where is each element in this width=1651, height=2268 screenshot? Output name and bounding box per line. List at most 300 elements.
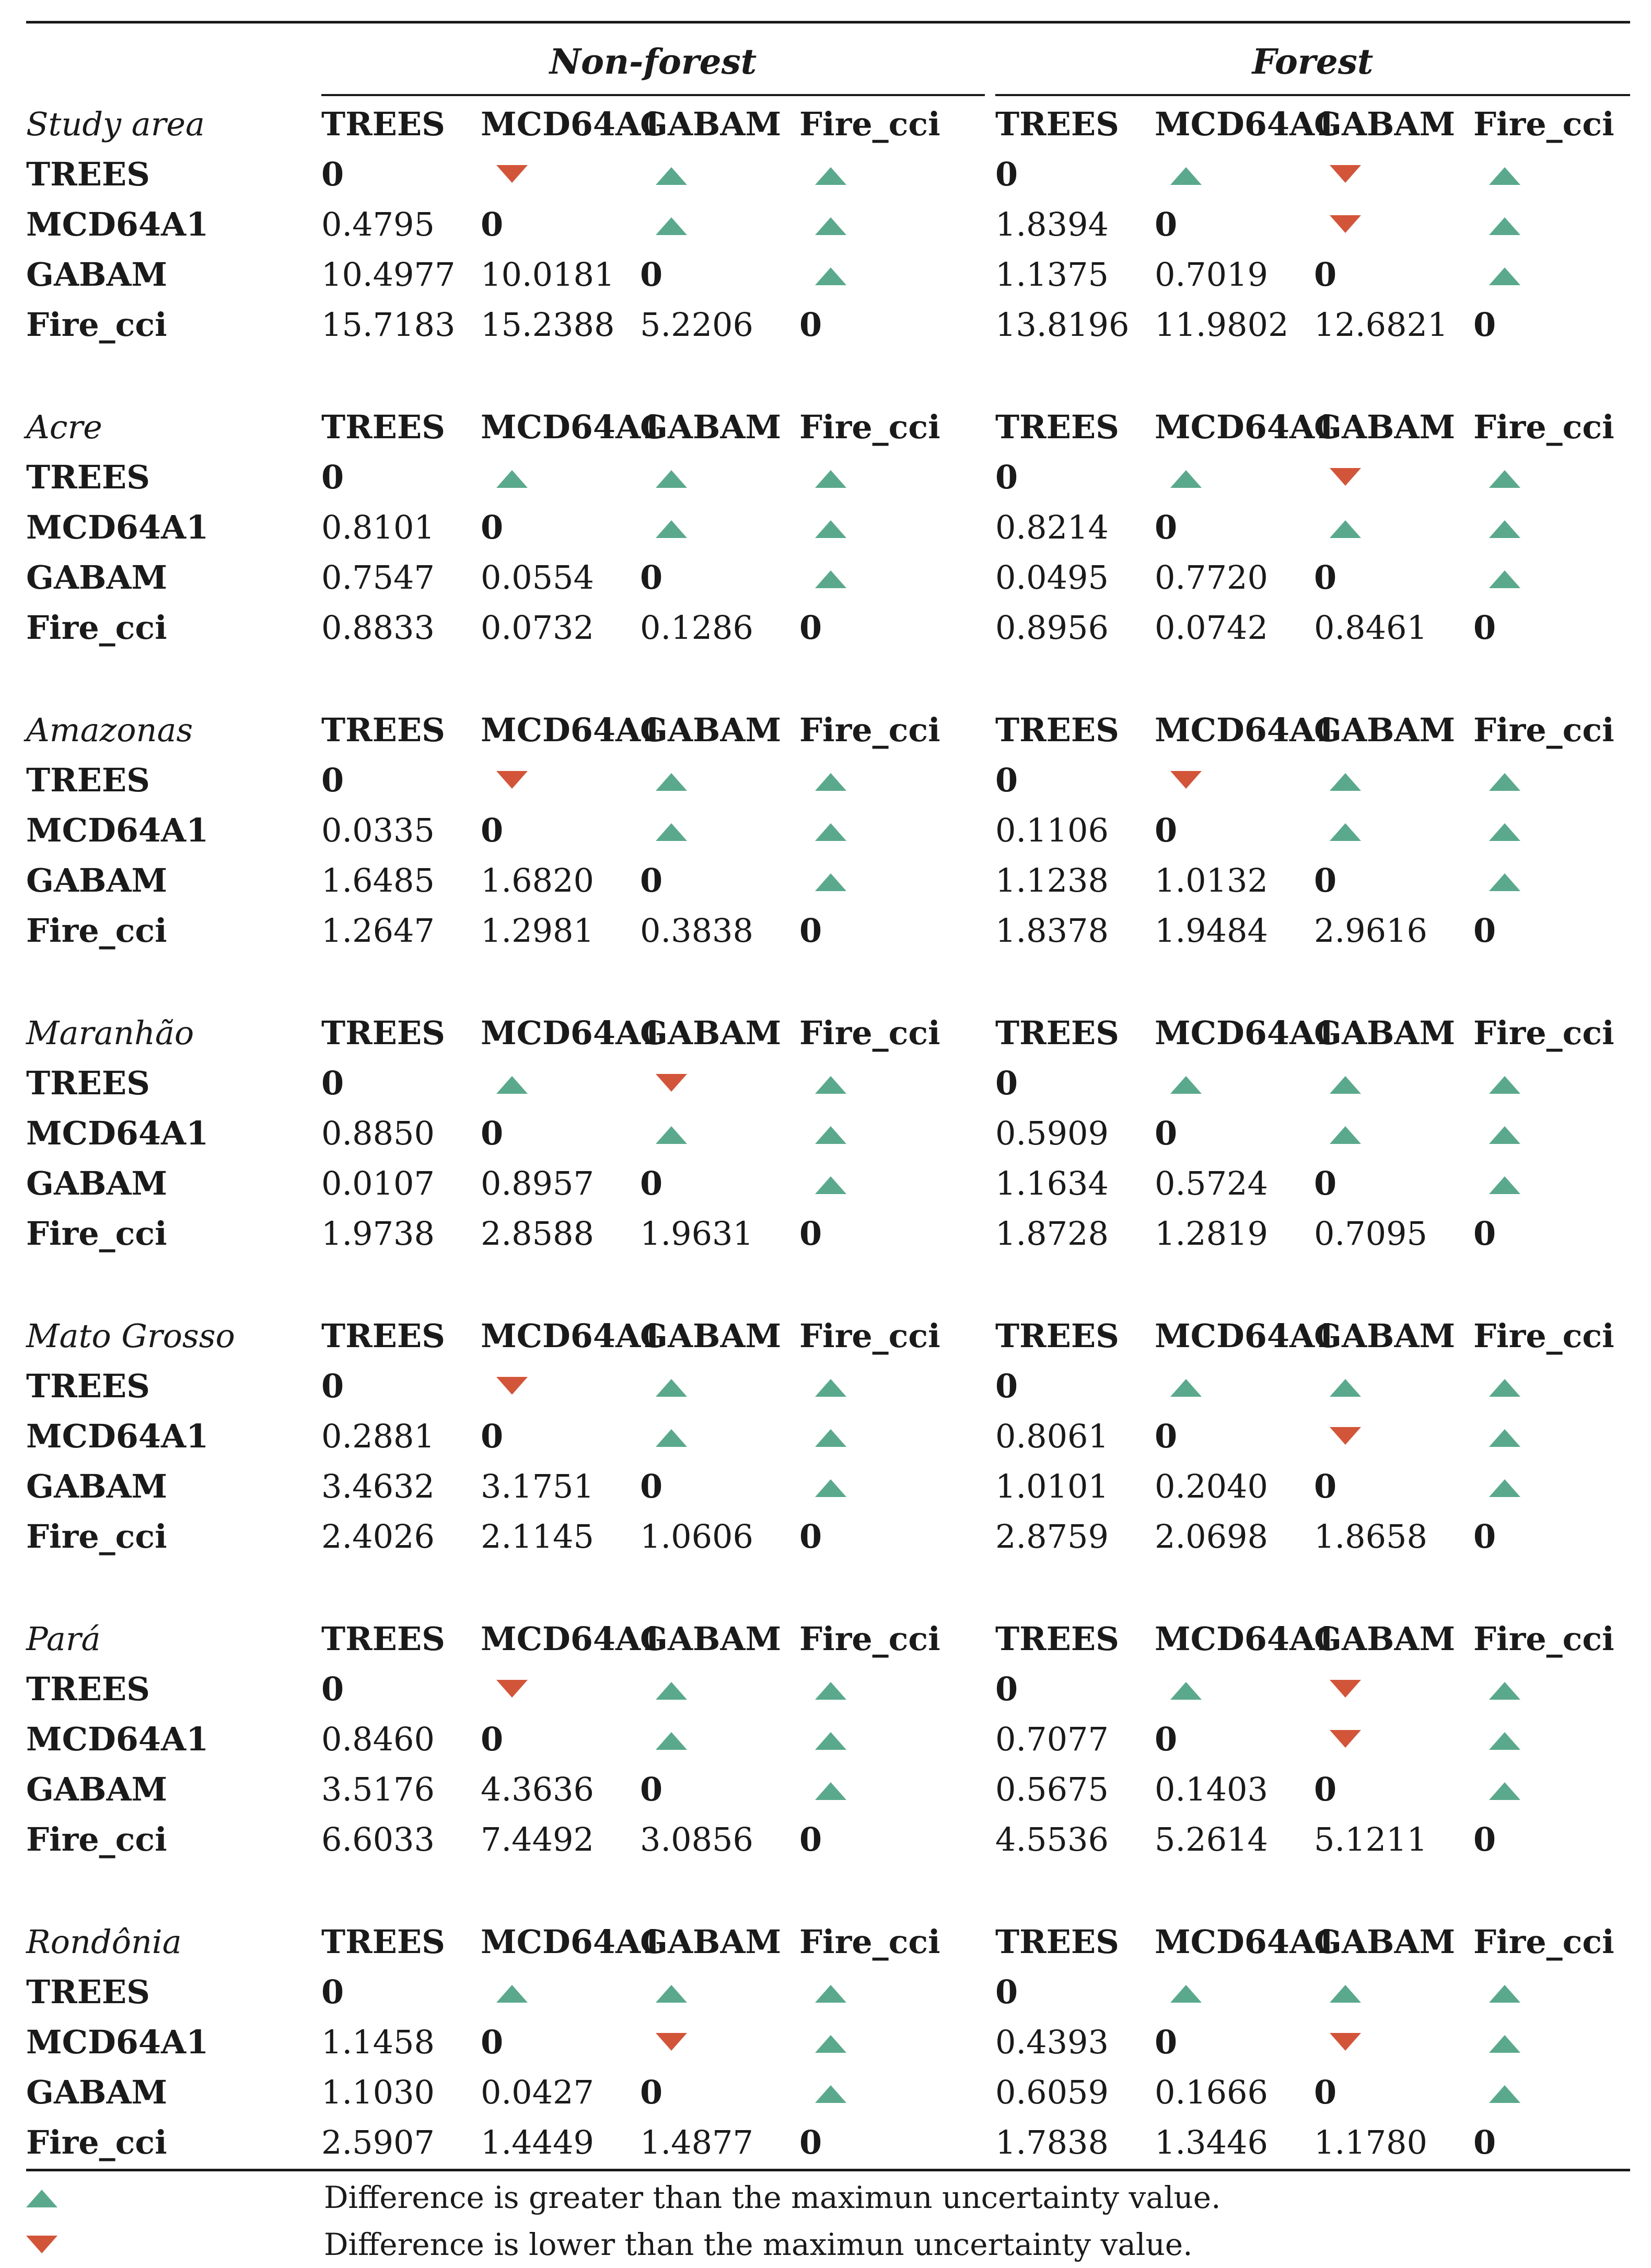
triangle-up-icon (656, 520, 687, 538)
triangle-up-icon (815, 1732, 846, 1750)
triangle-up-icon (815, 1429, 846, 1447)
value-cell: 1.1238 (995, 861, 1109, 899)
group-title-forest: Forest (1252, 41, 1374, 82)
legend-text-lower: Difference is lower than the maximun uncertainty value. (324, 2227, 1193, 2262)
diagonal-zero: 0 (640, 1164, 663, 1202)
row-label: TREES (26, 458, 150, 496)
triangle-up-icon (496, 470, 528, 488)
column-header: Fire_cci (799, 1317, 940, 1355)
triangle-up-icon (815, 1479, 846, 1497)
triangle-up-icon (1330, 1379, 1361, 1397)
row-label: MCD64A1 (26, 1720, 209, 1758)
column-header: MCD64A1 (481, 105, 664, 143)
table-row (26, 1108, 1630, 1159)
table-row (26, 755, 1630, 805)
diagonal-zero: 0 (799, 1517, 822, 1556)
row-label: TREES (26, 1973, 150, 2011)
diagonal-zero: 0 (799, 2123, 822, 2161)
triangle-up-icon (1170, 167, 1202, 185)
value-cell: 1.1458 (321, 2023, 435, 2061)
column-header: MCD64A1 (481, 711, 664, 749)
diagonal-zero: 0 (1155, 508, 1178, 546)
diagonal-zero: 0 (640, 255, 663, 294)
diagonal-zero: 0 (1314, 861, 1337, 899)
diagonal-zero: 0 (321, 1064, 344, 1102)
triangle-up-icon (815, 1985, 846, 2003)
triangle-up-icon (26, 2190, 57, 2207)
value-cell: 1.0606 (640, 1517, 753, 1556)
triangle-up-icon (815, 1379, 846, 1397)
row-label: Fire_cci (26, 1517, 167, 1556)
value-cell: 1.2819 (1155, 1214, 1268, 1253)
value-cell: 1.8378 (995, 911, 1109, 950)
table-row (26, 149, 1630, 200)
table-row (26, 1058, 1630, 1108)
column-header: TREES (995, 105, 1119, 143)
diagonal-zero: 0 (481, 1114, 504, 1152)
value-cell: 0.8460 (321, 1720, 435, 1758)
value-cell: 0.1286 (640, 609, 753, 647)
column-header: MCD64A1 (481, 1923, 664, 1961)
triangle-down-icon (496, 1377, 528, 1395)
diagonal-zero: 0 (321, 1973, 344, 2011)
column-header: Fire_cci (799, 105, 940, 143)
value-cell: 0.0732 (481, 609, 594, 647)
row-label: GABAM (26, 1164, 168, 1202)
value-cell: 1.1634 (995, 1164, 1109, 1202)
diagonal-zero: 0 (481, 1417, 504, 1455)
row-label: Fire_cci (26, 2123, 167, 2161)
diagonal-zero: 0 (799, 911, 822, 950)
column-header: Fire_cci (1473, 408, 1614, 446)
column-header: TREES (995, 408, 1119, 446)
row-label: MCD64A1 (26, 1417, 209, 1455)
column-header: MCD64A1 (481, 1014, 664, 1052)
triangle-up-icon (1489, 1126, 1520, 1144)
legend-row-lower (26, 2221, 1630, 2268)
triangle-up-icon (815, 1682, 846, 1700)
column-header: MCD64A1 (481, 1620, 664, 1658)
triangle-down-icon (656, 1074, 687, 1092)
triangle-down-icon (496, 771, 528, 789)
triangle-up-icon (815, 1076, 846, 1094)
column-header: GABAM (1314, 1923, 1456, 1961)
column-header: MCD64A1 (1155, 1317, 1338, 1355)
diagonal-zero: 0 (1473, 1214, 1496, 1253)
triangle-up-icon (656, 823, 687, 841)
triangle-up-icon (815, 570, 846, 588)
column-header: GABAM (640, 1923, 782, 1961)
triangle-up-icon (656, 1732, 687, 1750)
value-cell: 0.7720 (1155, 558, 1268, 597)
column-header: MCD64A1 (481, 408, 664, 446)
value-cell: 2.5907 (321, 2123, 435, 2161)
row-label: MCD64A1 (26, 205, 209, 243)
diagonal-zero: 0 (1155, 2023, 1178, 2061)
value-cell: 1.2981 (481, 911, 594, 950)
value-cell: 2.1145 (481, 1517, 594, 1556)
value-cell: 0.3838 (640, 911, 753, 950)
column-header: TREES (321, 1317, 445, 1355)
value-cell: 1.2647 (321, 911, 435, 950)
value-cell: 1.9738 (321, 1214, 435, 1253)
column-header: Fire_cci (1473, 1014, 1614, 1052)
triangle-up-icon (656, 1682, 687, 1700)
row-label: Fire_cci (26, 306, 167, 344)
column-header: Fire_cci (1473, 1923, 1614, 1961)
table-row (26, 2067, 1630, 2118)
value-cell: 1.4877 (640, 2123, 753, 2161)
value-cell: 1.0132 (1155, 861, 1268, 899)
group-title-nonforest: Non-forest (549, 41, 757, 82)
diagonal-zero: 0 (321, 1670, 344, 1708)
value-cell: 4.3636 (481, 1770, 594, 1808)
triangle-up-icon (656, 217, 687, 235)
value-cell: 1.8728 (995, 1214, 1109, 1253)
value-cell: 0.0742 (1155, 609, 1268, 647)
top-rule (26, 21, 1630, 24)
triangle-up-icon (815, 167, 846, 185)
section-header-row (26, 705, 1630, 755)
diagonal-zero: 0 (1473, 911, 1496, 950)
value-cell: 0.0335 (321, 811, 435, 849)
diagonal-zero: 0 (321, 155, 344, 193)
diagonal-zero: 0 (640, 2073, 663, 2111)
table-row (26, 906, 1630, 956)
column-header: MCD64A1 (1155, 711, 1338, 749)
diagonal-zero: 0 (1155, 811, 1178, 849)
section-header-row (26, 1614, 1630, 1664)
value-cell: 15.2388 (481, 306, 615, 344)
row-label: GABAM (26, 2073, 168, 2111)
triangle-up-icon (1330, 1076, 1361, 1094)
value-cell: 0.2040 (1155, 1467, 1268, 1505)
triangle-up-icon (1489, 1176, 1520, 1194)
diagonal-zero: 0 (321, 458, 344, 496)
column-header: TREES (321, 1923, 445, 1961)
value-cell: 0.5724 (1155, 1164, 1268, 1202)
triangle-up-icon (656, 1126, 687, 1144)
diagonal-zero: 0 (481, 508, 504, 546)
diagonal-zero: 0 (799, 609, 822, 647)
diagonal-zero: 0 (481, 1720, 504, 1758)
table-row (26, 1209, 1630, 1259)
value-cell: 0.8833 (321, 609, 435, 647)
value-cell: 0.8214 (995, 508, 1109, 546)
value-cell: 0.8461 (1314, 609, 1427, 647)
triangle-up-icon (815, 1126, 846, 1144)
diagonal-zero: 0 (1155, 1417, 1178, 1455)
diagonal-zero: 0 (1314, 1467, 1337, 1505)
diagonal-zero: 0 (1155, 205, 1178, 243)
triangle-up-icon (1489, 1682, 1520, 1700)
column-header: Fire_cci (1473, 1317, 1614, 1355)
table-row (26, 250, 1630, 300)
value-cell: 1.8658 (1314, 1517, 1427, 1556)
value-cell: 12.6821 (1314, 306, 1448, 344)
triangle-up-icon (1170, 1985, 1202, 2003)
region-label: Acre (26, 408, 102, 446)
column-header: Fire_cci (1473, 105, 1614, 143)
diagonal-zero: 0 (799, 1820, 822, 1858)
triangle-up-icon (1330, 773, 1361, 791)
triangle-down-icon (496, 165, 528, 183)
diagonal-zero: 0 (321, 761, 344, 799)
column-header: GABAM (640, 711, 782, 749)
row-label: Fire_cci (26, 609, 167, 647)
value-cell: 0.0554 (481, 558, 594, 597)
triangle-up-icon (1330, 1985, 1361, 2003)
value-cell: 3.0856 (640, 1820, 753, 1858)
triangle-down-icon (1170, 771, 1202, 789)
triangle-down-icon (1330, 2033, 1361, 2051)
value-cell: 1.4449 (481, 2123, 594, 2161)
section-header-row (26, 99, 1630, 149)
value-cell: 2.9616 (1314, 911, 1427, 950)
triangle-down-icon (26, 2236, 57, 2253)
row-label: GABAM (26, 1770, 168, 1808)
diagonal-zero: 0 (995, 155, 1018, 193)
value-cell: 15.7183 (321, 306, 456, 344)
triangle-up-icon (1489, 470, 1520, 488)
table-row (26, 502, 1630, 553)
diagonal-zero: 0 (995, 1973, 1018, 2011)
triangle-up-icon (1489, 773, 1520, 791)
triangle-up-icon (1489, 1429, 1520, 1447)
diagonal-zero: 0 (640, 1467, 663, 1505)
column-header: MCD64A1 (1155, 408, 1338, 446)
triangle-down-icon (1330, 1730, 1361, 1748)
triangle-up-icon (815, 773, 846, 791)
row-label: TREES (26, 1064, 150, 1102)
column-header: TREES (995, 711, 1119, 749)
table-row (26, 452, 1630, 502)
value-cell: 3.1751 (481, 1467, 594, 1505)
value-cell: 0.7547 (321, 558, 435, 597)
column-header: Fire_cci (1473, 711, 1614, 749)
row-label: Fire_cci (26, 1214, 167, 1253)
region-label: Rondônia (26, 1923, 182, 1961)
table-row (26, 805, 1630, 856)
row-label: GABAM (26, 255, 168, 294)
column-header: GABAM (640, 105, 782, 143)
column-header: Fire_cci (799, 711, 940, 749)
diagonal-zero: 0 (321, 1367, 344, 1405)
triangle-up-icon (1170, 1682, 1202, 1700)
row-label: TREES (26, 1670, 150, 1708)
diagonal-zero: 0 (1314, 2073, 1337, 2111)
table-row (26, 1815, 1630, 1865)
table-row (26, 1714, 1630, 1764)
value-cell: 1.6485 (321, 861, 435, 899)
table-row (26, 2017, 1630, 2067)
triangle-up-icon (656, 470, 687, 488)
value-cell: 10.0181 (481, 255, 615, 294)
column-header: Fire_cci (799, 408, 940, 446)
row-label: Fire_cci (26, 911, 167, 950)
table-row (26, 1361, 1630, 1411)
value-cell: 1.9484 (1155, 911, 1268, 950)
row-label: TREES (26, 155, 150, 193)
bottom-rule (26, 2169, 1630, 2171)
value-cell: 0.7077 (995, 1720, 1109, 1758)
row-label: GABAM (26, 1467, 168, 1505)
triangle-up-icon (1489, 1732, 1520, 1750)
region-label: Amazonas (26, 711, 193, 749)
diagonal-zero: 0 (640, 558, 663, 597)
value-cell: 5.1211 (1314, 1820, 1427, 1858)
triangle-down-icon (1330, 1680, 1361, 1698)
triangle-up-icon (1489, 2085, 1520, 2103)
column-header: GABAM (640, 1317, 782, 1355)
row-label: MCD64A1 (26, 508, 209, 546)
column-header: GABAM (1314, 711, 1456, 749)
diagonal-zero: 0 (1473, 2123, 1496, 2161)
triangle-up-icon (496, 1985, 528, 2003)
column-header: TREES (995, 1317, 1119, 1355)
value-cell: 0.8956 (995, 609, 1109, 647)
row-label: Fire_cci (26, 1820, 167, 1858)
row-label: TREES (26, 1367, 150, 1405)
triangle-up-icon (1489, 1379, 1520, 1397)
region-label: Study area (26, 105, 205, 143)
diagonal-zero: 0 (995, 761, 1018, 799)
diagonal-zero: 0 (1473, 1517, 1496, 1556)
legend-text-greater: Difference is greater than the maximun uncertainty value. (324, 2180, 1221, 2215)
column-header: GABAM (1314, 1014, 1456, 1052)
value-cell: 0.0107 (321, 1164, 435, 1202)
value-cell: 1.1375 (995, 255, 1109, 294)
triangle-up-icon (815, 873, 846, 891)
triangle-up-icon (1489, 873, 1520, 891)
value-cell: 0.0495 (995, 558, 1109, 597)
diagonal-zero: 0 (1314, 558, 1337, 597)
column-header: Fire_cci (1473, 1620, 1614, 1658)
triangle-up-icon (1170, 1076, 1202, 1094)
value-cell: 1.6820 (481, 861, 594, 899)
table-row (26, 1967, 1630, 2017)
table-row (26, 1664, 1630, 1714)
diagonal-zero: 0 (799, 306, 822, 344)
value-cell: 2.8588 (481, 1214, 594, 1253)
column-header: GABAM (640, 1620, 782, 1658)
triangle-up-icon (815, 2035, 846, 2053)
diagonal-zero: 0 (995, 1064, 1018, 1102)
value-cell: 1.7838 (995, 2123, 1109, 2161)
value-cell: 6.6033 (321, 1820, 435, 1858)
triangle-up-icon (656, 1985, 687, 2003)
diagonal-zero: 0 (1473, 609, 1496, 647)
diagonal-zero: 0 (640, 1770, 663, 1808)
section-header-row (26, 402, 1630, 452)
triangle-down-icon (1330, 468, 1361, 486)
triangle-up-icon (656, 1379, 687, 1397)
diagonal-zero: 0 (481, 205, 504, 243)
column-header: Fire_cci (799, 1620, 940, 1658)
value-cell: 0.4393 (995, 2023, 1109, 2061)
triangle-up-icon (815, 2085, 846, 2103)
table-row (26, 856, 1630, 906)
group-underline-forest (995, 94, 1630, 96)
row-label: GABAM (26, 861, 168, 899)
diagonal-zero: 0 (640, 861, 663, 899)
diagonal-zero: 0 (995, 458, 1018, 496)
triangle-up-icon (815, 267, 846, 285)
diagonal-zero: 0 (1314, 255, 1337, 294)
region-label: Maranhão (26, 1014, 194, 1052)
value-cell: 2.8759 (995, 1517, 1109, 1556)
column-header: GABAM (1314, 408, 1456, 446)
triangle-up-icon (1489, 1985, 1520, 2003)
value-cell: 2.0698 (1155, 1517, 1268, 1556)
value-cell: 0.8101 (321, 508, 435, 546)
triangle-up-icon (1489, 267, 1520, 285)
table-row (26, 200, 1630, 250)
value-cell: 0.1666 (1155, 2073, 1268, 2111)
row-label: MCD64A1 (26, 811, 209, 849)
row-label: TREES (26, 761, 150, 799)
column-header: TREES (321, 711, 445, 749)
value-cell: 0.7019 (1155, 255, 1268, 294)
value-cell: 1.8394 (995, 205, 1109, 243)
triangle-down-icon (1330, 1427, 1361, 1445)
column-header: MCD64A1 (1155, 1923, 1338, 1961)
column-header: TREES (321, 1620, 445, 1658)
value-cell: 1.9631 (640, 1214, 753, 1253)
triangle-up-icon (1330, 823, 1361, 841)
value-cell: 0.0427 (481, 2073, 594, 2111)
group-underline-nonforest (321, 94, 985, 96)
diagonal-zero: 0 (481, 811, 504, 849)
triangle-up-icon (815, 1176, 846, 1194)
triangle-up-icon (1489, 520, 1520, 538)
triangle-down-icon (656, 2033, 687, 2051)
value-cell: 4.5536 (995, 1820, 1109, 1858)
triangle-up-icon (656, 167, 687, 185)
value-cell: 3.5176 (321, 1770, 435, 1808)
table-row (26, 300, 1630, 350)
value-cell: 2.4026 (321, 1517, 435, 1556)
triangle-down-icon (496, 1680, 528, 1698)
value-cell: 0.1403 (1155, 1770, 1268, 1808)
value-cell: 13.8196 (995, 306, 1130, 344)
value-cell: 0.8850 (321, 1114, 435, 1152)
table-row (26, 1462, 1630, 1512)
diagonal-zero: 0 (799, 1214, 822, 1253)
diagonal-zero: 0 (1314, 1164, 1337, 1202)
diagonal-zero: 0 (1155, 1114, 1178, 1152)
value-cell: 5.2614 (1155, 1820, 1268, 1858)
value-cell: 0.1106 (995, 811, 1109, 849)
value-cell: 11.9802 (1155, 306, 1289, 344)
diagonal-zero: 0 (1473, 1820, 1496, 1858)
column-header: Fire_cci (799, 1923, 940, 1961)
triangle-up-icon (1489, 1076, 1520, 1094)
column-header: TREES (321, 1014, 445, 1052)
column-header: GABAM (1314, 105, 1456, 143)
diagonal-zero: 0 (1473, 306, 1496, 344)
column-header: MCD64A1 (1155, 105, 1338, 143)
section-header-row (26, 1311, 1630, 1361)
value-cell: 5.2206 (640, 306, 753, 344)
column-header: GABAM (640, 1014, 782, 1052)
value-cell: 0.7095 (1314, 1214, 1427, 1253)
column-header: Fire_cci (799, 1014, 940, 1052)
section-header-row (26, 1917, 1630, 1967)
column-header: GABAM (1314, 1317, 1456, 1355)
triangle-up-icon (1330, 520, 1361, 538)
table-row (26, 1159, 1630, 1209)
